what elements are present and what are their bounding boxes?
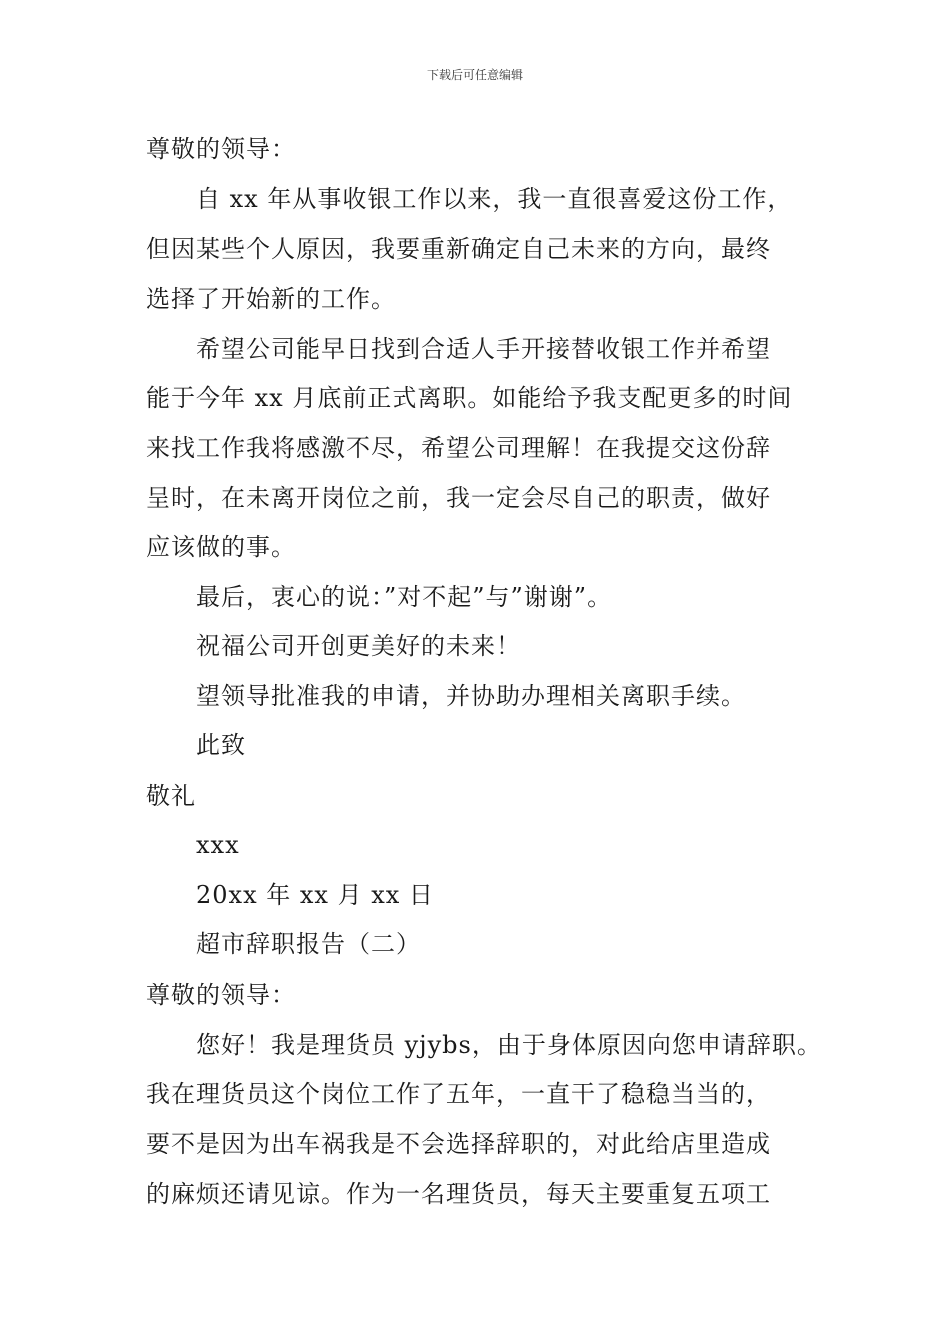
paragraph-line: 您好！我是理货员 yjybs，由于身体原因向您申请辞职。 — [196, 1031, 822, 1059]
paragraph-line: 自 xx 年从事收银工作以来，我一直很喜爱这份工作， — [196, 185, 793, 213]
paragraph-line: 能于今年 xx 月底前正式离职。如能给予我支配更多的时间 — [146, 384, 793, 412]
paragraph-line: 来找工作我将感激不尽，希望公司理解！在我提交这份辞 — [146, 434, 771, 462]
paragraph-line: 但因某些个人原因，我要重新确定自己未来的方向，最终 — [146, 235, 771, 263]
paragraph-line: 选择了开始新的工作。 — [146, 285, 396, 313]
paragraph-line: 要不是因为出车祸我是不会选择辞职的，对此给店里造成 — [146, 1130, 771, 1158]
paragraph-line: 希望公司能早日找到合适人手开接替收银工作并希望 — [196, 335, 771, 363]
paragraph-line: 的麻烦还请见谅。作为一名理货员，每天主要重复五项工 — [146, 1180, 771, 1208]
salutation: 尊敬的领导： — [146, 981, 296, 1009]
page-header: 下载后可任意编辑 — [426, 68, 523, 82]
paragraph-line: 祝福公司开创更美好的未来！ — [196, 632, 521, 660]
paragraph-line: 我在理货员这个岗位工作了五年，一直干了稳稳当当的， — [146, 1080, 771, 1108]
paragraph-line: 呈时，在未离开岗位之前，我一定会尽自己的职责，做好 — [146, 484, 771, 512]
section-title: 超市辞职报告（二） — [196, 930, 421, 958]
salutation: 尊敬的领导： — [146, 135, 296, 163]
signature: xxx — [196, 831, 240, 859]
closing-line: 此致 — [196, 731, 246, 759]
paragraph-line: 应该做的事。 — [146, 533, 296, 561]
paragraph-line: 最后，衷心的说：”对不起”与”谢谢”。 — [196, 583, 613, 611]
date-line: 20xx 年 xx 月 xx 日 — [196, 881, 434, 909]
paragraph-line: 望领导批准我的申请，并协助办理相关离职手续。 — [196, 682, 746, 710]
closing-line: 敬礼 — [146, 782, 196, 810]
